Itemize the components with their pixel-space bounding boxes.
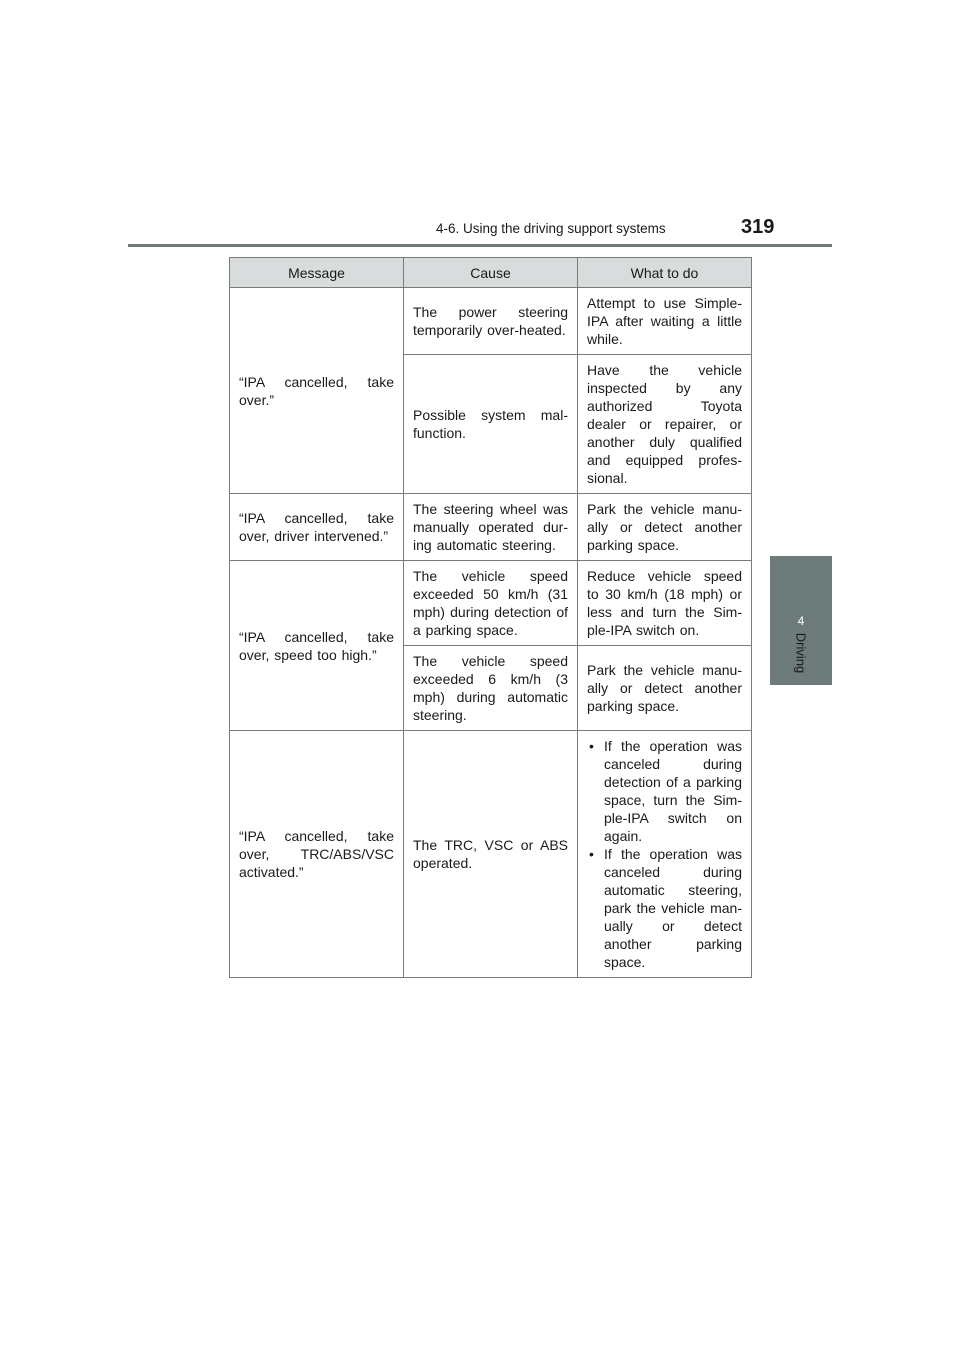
action-cell: Reduce vehicle speed to 30 km/h (18 mph) or less and turn the Sim-ple-IPA switch on. bbox=[578, 561, 752, 646]
column-header-what-to-do: What to do bbox=[578, 258, 752, 288]
action-cell: Have the vehicle inspected by any authorized Toyota dealer or repairer, or another duly qualified and equipped profes-sional. bbox=[578, 355, 752, 494]
table-row bbox=[230, 561, 752, 646]
page-number: 319 bbox=[741, 216, 775, 238]
message-cell: “IPA cancelled, take over, speed too high.” bbox=[230, 561, 404, 731]
message-cell: “IPA cancelled, take over, TRC/ABS/VSC activated.” bbox=[230, 731, 404, 978]
action-cell bbox=[578, 731, 752, 978]
list-item: • If the operation was canceled during detection of a parking space, turn the Sim-ple-IPA switch on again. bbox=[587, 737, 742, 845]
cause-cell: Possible system mal-function. bbox=[404, 355, 578, 494]
action-cell: Park the vehicle manu-ally or detect another parking space. bbox=[578, 494, 752, 561]
header-divider bbox=[128, 244, 832, 247]
cause-cell: The TRC, VSC or ABS operated. bbox=[404, 731, 578, 978]
message-cell: “IPA cancelled, take over.” bbox=[230, 288, 404, 494]
chapter-label: Driving bbox=[793, 632, 809, 674]
action-bullet-list bbox=[587, 737, 742, 971]
table-row bbox=[230, 494, 752, 561]
cause-cell: The power steering temporarily over-heated. bbox=[404, 288, 578, 355]
table-row bbox=[230, 288, 752, 355]
cause-cell: The vehicle speed exceeded 6 km/h (3 mph) during automatic steering. bbox=[404, 646, 578, 731]
message-cell: “IPA cancelled, take over, driver intervened.” bbox=[230, 494, 404, 561]
list-item: • If the operation was canceled during automatic steering, park the vehicle man-ually or detect another parking space. bbox=[587, 845, 742, 971]
chapter-number: 4 bbox=[797, 613, 805, 628]
table-header-row bbox=[230, 258, 752, 288]
table-row bbox=[230, 731, 752, 978]
message-table bbox=[229, 257, 752, 978]
cause-cell: The steering wheel was manually operated dur-ing automatic steering. bbox=[404, 494, 578, 561]
column-header-cause: Cause bbox=[404, 258, 578, 288]
cause-cell: The vehicle speed exceeded 50 km/h (31 mph) during detection of a parking space. bbox=[404, 561, 578, 646]
action-cell: Attempt to use Simple-IPA after waiting a little while. bbox=[578, 288, 752, 355]
column-header-message: Message bbox=[230, 258, 404, 288]
action-cell: Park the vehicle manu-ally or detect another parking space. bbox=[578, 646, 752, 731]
section-title: 4-6. Using the driving support systems bbox=[436, 221, 666, 236]
